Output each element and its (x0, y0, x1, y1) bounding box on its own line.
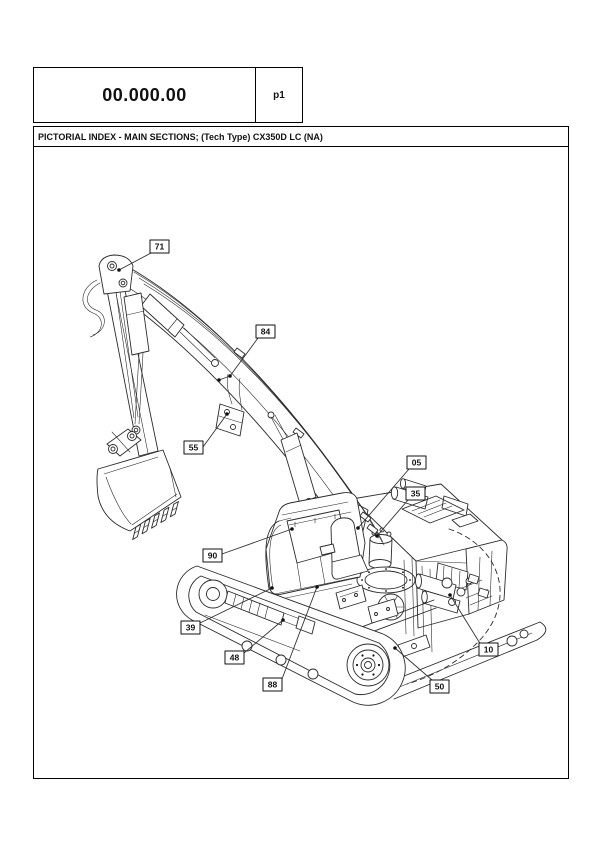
callout-number: 35 (410, 488, 421, 499)
callout-number: 84 (260, 326, 271, 337)
callout-number: 50 (434, 681, 445, 692)
callout-target-dot (281, 618, 285, 622)
callout-number: 10 (483, 644, 494, 655)
callout-target-dot (228, 374, 232, 378)
callout-number: 48 (229, 652, 240, 663)
callout-target-dot (393, 646, 397, 650)
callout-71 (117, 240, 169, 272)
callout-number: 71 (154, 241, 165, 252)
callout-target-dot (117, 268, 121, 272)
bucket (97, 450, 181, 540)
callout-number: 88 (267, 679, 278, 690)
track-sprocket (347, 644, 389, 686)
callout-target-dot (270, 586, 274, 590)
callout-target-dot (448, 593, 452, 597)
callout-number: 55 (188, 442, 199, 453)
callout-target-dot (217, 378, 221, 382)
callout-target-dot (225, 412, 229, 416)
page-label: p1 (273, 89, 285, 101)
callout-number: 90 (207, 550, 218, 561)
callout-number: 05 (411, 457, 422, 468)
callout-target-dot (356, 526, 360, 530)
callout-target-dot (290, 527, 294, 531)
callout-target-dot (315, 585, 319, 589)
callout-number: 39 (185, 622, 196, 633)
doc-number: 00.000.00 (102, 84, 187, 105)
cab (266, 493, 368, 601)
page-title: PICTORIAL INDEX - MAIN SECTIONS; (Tech Type) CX350D LC (NA) (38, 131, 323, 142)
far-track-frame (384, 622, 546, 699)
callout-target-dot (375, 534, 379, 538)
